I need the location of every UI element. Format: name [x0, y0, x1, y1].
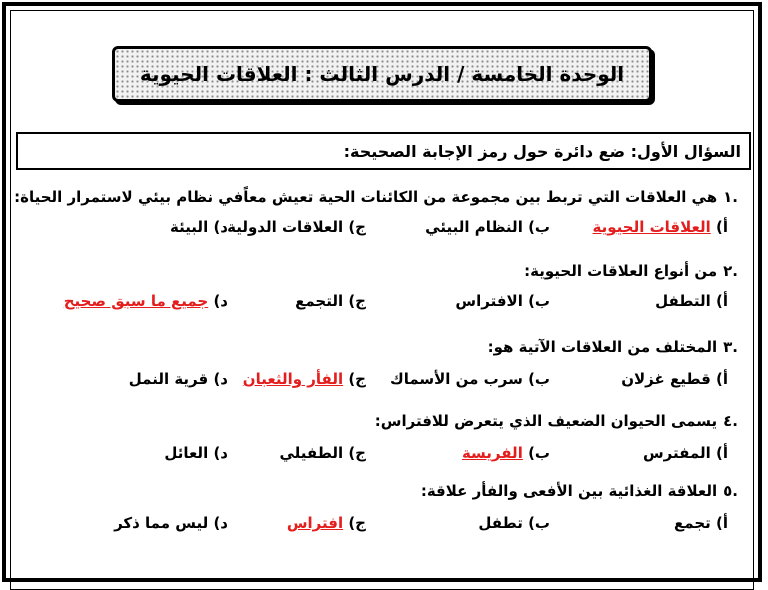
option-letter: د): [208, 292, 228, 310]
option-text: النظام البيئي: [425, 218, 523, 236]
question-text: هي العلاقات التي تربط بين مجموعة من الكائنات الحية تعيش معاًفي نظام بيئي لاستمرار الحياة:: [14, 188, 718, 206]
option-letter: أ): [710, 292, 728, 310]
section-header: [16, 132, 751, 170]
question-text: العلاقة الغذائية بين الأفعى والفأر علاقة:: [420, 482, 718, 500]
option-letter: ب): [522, 218, 550, 236]
option-b[interactable]: [390, 370, 550, 388]
option-letter: أ): [710, 218, 728, 236]
options-row-2: [0, 292, 768, 316]
option-letter: ب): [522, 370, 550, 388]
option-b[interactable]: [462, 444, 550, 462]
correct-answer-text: جميع ما سبق صحيح: [63, 292, 209, 310]
option-letter: د): [208, 370, 228, 388]
option-text: الطفيلي: [279, 444, 344, 462]
option-letter: أ): [710, 514, 728, 532]
option-letter: ج): [343, 292, 366, 310]
option-d[interactable]: [114, 514, 228, 532]
option-a[interactable]: [674, 514, 728, 532]
option-letter: ب): [522, 444, 550, 462]
option-text: قرية النمل: [128, 370, 209, 388]
option-letter: ب): [522, 292, 550, 310]
option-text: البيئة: [169, 218, 209, 236]
option-text: العلاقات الدولية: [227, 218, 344, 236]
option-d[interactable]: [64, 292, 228, 310]
option-text: قطيع غزلان: [621, 370, 711, 388]
option-d[interactable]: [129, 370, 228, 388]
question-text: المختلف من العلاقات الآتية هو:: [487, 338, 718, 356]
option-letter: أ): [710, 444, 728, 462]
option-letter: ج): [343, 514, 366, 532]
question-number: .٥: [723, 482, 738, 500]
correct-answer-text: العلاقات الحيوية: [592, 218, 711, 236]
option-c[interactable]: [243, 370, 366, 388]
correct-answer-text: الفريسة: [461, 444, 523, 462]
option-text: تجمع: [674, 514, 711, 532]
option-text: تطفل: [478, 514, 523, 532]
option-letter: ب): [522, 514, 550, 532]
question-3: [488, 338, 738, 356]
correct-answer-text: الفأر والثعبان: [242, 370, 344, 388]
option-letter: د): [208, 218, 228, 236]
question-2: [524, 262, 738, 280]
option-text: سرب من الأسماك: [389, 370, 523, 388]
options-row-3: [0, 370, 768, 394]
option-text: التجمع: [295, 292, 344, 310]
option-letter: أ): [710, 370, 728, 388]
question-text: يسمى الحيوان الضعيف الذي يتعرض للافتراس:: [374, 412, 718, 430]
correct-answer-text: افتراس: [286, 514, 344, 532]
option-text: الافتراس: [455, 292, 523, 310]
option-c[interactable]: [227, 218, 366, 236]
question-number: .٤: [723, 412, 738, 430]
options-row-4: [0, 444, 768, 468]
option-d[interactable]: [164, 444, 228, 462]
option-d[interactable]: [170, 218, 228, 236]
option-c[interactable]: [295, 292, 366, 310]
option-b[interactable]: [455, 292, 550, 310]
question-number: .٢: [723, 262, 738, 280]
option-b[interactable]: [425, 218, 550, 236]
options-row-1: [0, 218, 768, 242]
option-letter: د): [208, 444, 228, 462]
lesson-title-banner: [112, 46, 652, 102]
section-header-text: السؤال الأول: ضع دائرة حول رمز الإجابة الصحيحة:: [343, 141, 741, 161]
option-a[interactable]: [655, 292, 728, 310]
option-c[interactable]: [287, 514, 366, 532]
lesson-title: الوحدة الخامسة / الدرس الثالث : العلاقات الحيوية: [139, 62, 625, 86]
question-5: [421, 482, 738, 500]
option-b[interactable]: [478, 514, 550, 532]
question-text: من أنواع العلاقات الحيوية:: [524, 262, 718, 280]
option-a[interactable]: [621, 370, 728, 388]
option-letter: ج): [343, 444, 366, 462]
option-letter: ج): [343, 218, 366, 236]
question-4: [375, 412, 738, 430]
question-number: .٣: [723, 338, 738, 356]
option-letter: د): [208, 514, 228, 532]
question-1: [14, 188, 738, 206]
option-c[interactable]: [280, 444, 367, 462]
option-a[interactable]: [643, 444, 728, 462]
option-a[interactable]: [593, 218, 728, 236]
option-letter: ج): [343, 370, 366, 388]
option-text: ليس مما ذكر: [114, 514, 209, 532]
option-text: العائل: [164, 444, 209, 462]
option-text: المفترس: [642, 444, 711, 462]
question-number: .١: [723, 188, 738, 206]
options-row-5: [0, 514, 768, 538]
option-text: التطفل: [655, 292, 711, 310]
